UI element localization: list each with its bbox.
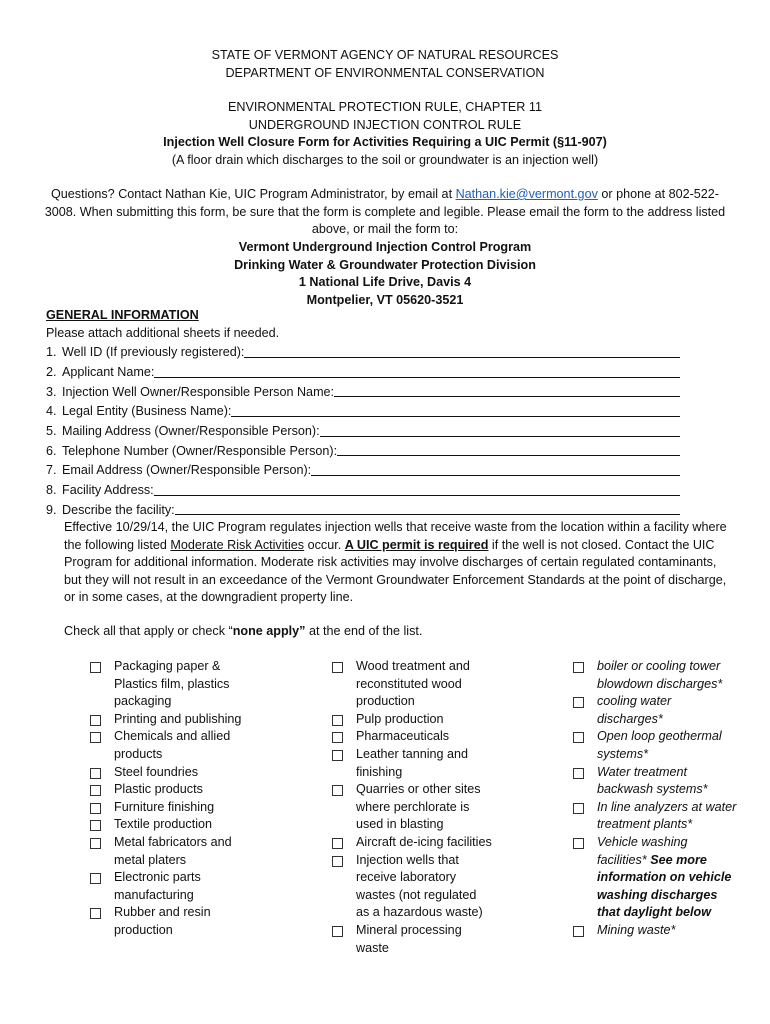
form-field bbox=[46, 362, 736, 382]
activity-label: Steel foundries bbox=[114, 764, 199, 779]
checkbox[interactable] bbox=[90, 662, 101, 673]
activity-checkbox-item[interactable] bbox=[90, 764, 260, 782]
activity-label: Plastic products bbox=[114, 782, 203, 797]
field-number: 5. bbox=[46, 424, 57, 439]
form-field bbox=[46, 401, 736, 421]
activity-checkbox-item[interactable] bbox=[332, 834, 492, 852]
activity-label: Mineral processing waste bbox=[356, 922, 462, 955]
check-text-pre: Check all that apply or check “ bbox=[64, 624, 233, 638]
field-input-line[interactable] bbox=[334, 396, 680, 397]
activity-checkbox-item[interactable] bbox=[332, 711, 492, 729]
activity-label: Pulp production bbox=[356, 711, 444, 726]
activity-checkbox-item[interactable] bbox=[332, 746, 492, 781]
field-input-line[interactable] bbox=[154, 377, 680, 378]
activity-label: Electronic parts manufacturing bbox=[114, 870, 201, 902]
activity-label bbox=[597, 799, 738, 834]
contact-email-link[interactable]: Nathan.kie@vermont.gov bbox=[455, 187, 598, 201]
activity-checkbox-item[interactable] bbox=[573, 728, 738, 763]
rule-chapter: ENVIRONMENTAL PROTECTION RULE, CHAPTER 11 bbox=[228, 100, 542, 114]
activity-checkbox-item[interactable] bbox=[90, 816, 260, 834]
field-label: Applicant Name: bbox=[62, 364, 155, 379]
checkbox[interactable] bbox=[90, 785, 101, 796]
mailing-address bbox=[0, 239, 770, 309]
activity-checkbox-item[interactable] bbox=[332, 658, 492, 711]
field-number: 4. bbox=[46, 404, 57, 419]
activities-column-3 bbox=[573, 658, 738, 940]
section-title: GENERAL INFORMATION bbox=[46, 308, 199, 322]
activity-text: In line analyzers at water treatment plants* bbox=[597, 799, 737, 832]
activity-text: boiler or cooling tower blowdown discharges* bbox=[597, 659, 723, 691]
field-label: Describe the facility: bbox=[62, 502, 175, 517]
activity-text: Water treatment backwash systems* bbox=[597, 764, 708, 797]
activity-label: Rubber and resin production bbox=[114, 905, 211, 937]
activities-column-2 bbox=[332, 658, 492, 957]
form-field bbox=[46, 342, 736, 362]
activity-checkbox-item[interactable] bbox=[332, 922, 492, 957]
check-text-post: at the end of the list. bbox=[305, 624, 423, 638]
checkbox[interactable] bbox=[573, 662, 584, 673]
checkbox[interactable] bbox=[90, 873, 101, 884]
field-number: 2. bbox=[46, 364, 57, 379]
rule-name: UNDERGROUND INJECTION CONTROL RULE bbox=[248, 117, 522, 132]
activity-label bbox=[597, 658, 738, 693]
field-label: Injection Well Owner/Responsible Person Name: bbox=[62, 384, 335, 399]
field-label: Well ID (If previously registered): bbox=[62, 345, 245, 360]
para-text-1: Effective 10/29/14, the UIC Program regulates injection wells that receive waste from the location within a facility where the following listed bbox=[64, 520, 727, 552]
activity-checkbox-item[interactable] bbox=[573, 922, 738, 940]
activity-label: Wood treatment and reconstituted wood production bbox=[356, 659, 470, 709]
field-label: Legal Entity (Business Name): bbox=[62, 404, 232, 419]
field-number: 1. bbox=[46, 345, 57, 360]
address-line-4: Montpelier, VT 05620-3521 bbox=[306, 292, 464, 307]
address-line-2: Drinking Water & Groundwater Protection Division bbox=[234, 257, 536, 272]
activity-checkbox-item[interactable] bbox=[90, 799, 260, 817]
field-label: Telephone Number (Owner/Responsible Person): bbox=[62, 443, 338, 458]
form-subtitle: (A floor drain which discharges to the soil or groundwater is an injection well) bbox=[171, 152, 599, 167]
activity-checkbox-item[interactable] bbox=[573, 799, 738, 834]
checkbox[interactable] bbox=[573, 838, 584, 849]
activity-label: Quarries or other sites where perchlorate is used in blasting bbox=[356, 782, 481, 832]
none-apply-text: none apply” bbox=[232, 624, 306, 638]
contact-text-post: or phone at 802-522-3008. When submitting this form, be sure that the form is complete and legible. Please email the form to the address listed above, or mail the form to: bbox=[44, 187, 726, 237]
activity-label: Packaging paper & Plastics film, plastics packaging bbox=[114, 659, 230, 709]
field-input-line[interactable] bbox=[154, 495, 680, 496]
rule-header bbox=[0, 99, 770, 169]
activity-label bbox=[597, 834, 738, 922]
activity-label: Textile production bbox=[114, 817, 213, 832]
form-field bbox=[46, 480, 736, 500]
activity-checkbox-item[interactable] bbox=[573, 764, 738, 799]
checkbox[interactable] bbox=[332, 715, 343, 726]
activity-label: Aircraft de-icing facilities bbox=[356, 834, 492, 849]
activity-checkbox-item[interactable] bbox=[573, 834, 738, 922]
checkbox[interactable] bbox=[573, 697, 584, 708]
checkbox[interactable] bbox=[90, 908, 101, 919]
checkbox[interactable] bbox=[90, 715, 101, 726]
check-instruction bbox=[64, 624, 422, 638]
checkbox[interactable] bbox=[90, 803, 101, 814]
activity-text: Vehicle washing facilities* bbox=[597, 834, 688, 867]
activity-label bbox=[597, 728, 738, 763]
form-field bbox=[46, 441, 736, 461]
field-input-line[interactable] bbox=[320, 436, 680, 437]
field-number: 6. bbox=[46, 443, 57, 458]
activity-label: Metal fabricators and metal platers bbox=[114, 834, 232, 867]
field-input-line[interactable] bbox=[244, 357, 680, 358]
checkbox[interactable] bbox=[90, 768, 101, 779]
activity-checkbox-item[interactable] bbox=[332, 852, 492, 922]
activity-checkbox-item[interactable] bbox=[90, 869, 260, 904]
para-text-3: if the well is not closed. Contact the UIC Program for additional information. Moderate risk activities may involve discharges of certain regulated contaminants, but they will not result in an exceedance of the Vermont Groundwater Enforcement Standards at the point of discharge, or in some cases, at the downgradient property line. bbox=[64, 537, 727, 605]
activity-checkbox-item[interactable] bbox=[90, 711, 260, 729]
department-line: DEPARTMENT OF ENVIRONMENTAL CONSERVATION bbox=[225, 65, 545, 80]
field-input-line[interactable] bbox=[337, 455, 680, 456]
activity-text: Open loop geothermal systems* bbox=[597, 729, 722, 761]
checkbox[interactable] bbox=[90, 820, 101, 831]
general-information-section bbox=[46, 307, 736, 519]
address-line-1: Vermont Underground Injection Control Program bbox=[238, 240, 532, 254]
agency-header bbox=[0, 47, 770, 82]
activity-text: Mining waste* bbox=[597, 922, 676, 937]
activity-label: Injection wells that receive laboratory wastes (not regulated as a hazardous waste) bbox=[356, 852, 483, 920]
form-field bbox=[46, 460, 736, 480]
activity-checkbox-item[interactable] bbox=[90, 904, 260, 939]
activity-checkbox-item[interactable] bbox=[90, 728, 260, 763]
checkbox[interactable] bbox=[332, 732, 343, 743]
activity-checkbox-item[interactable] bbox=[573, 658, 738, 693]
permit-required-text: A UIC permit is required bbox=[344, 537, 489, 552]
field-number: 3. bbox=[46, 384, 57, 399]
activity-checkbox-item[interactable] bbox=[90, 834, 260, 869]
moderate-risk-paragraph bbox=[64, 519, 728, 607]
activities-column-1 bbox=[90, 658, 260, 940]
field-label: Facility Address: bbox=[62, 483, 154, 498]
moderate-risk-activities-term: Moderate Risk Activities bbox=[170, 537, 305, 552]
activity-text: cooling water discharges* bbox=[597, 694, 672, 726]
activity-checkbox-item[interactable] bbox=[573, 693, 738, 728]
activity-label bbox=[597, 922, 675, 940]
activity-label: Pharmaceuticals bbox=[356, 729, 450, 744]
checkbox[interactable] bbox=[573, 926, 584, 937]
field-label: Email Address (Owner/Responsible Person): bbox=[62, 463, 312, 478]
form-field bbox=[46, 382, 736, 402]
checkbox[interactable] bbox=[332, 838, 343, 849]
activity-note: See more information on vehicle washing discharges that daylight below bbox=[597, 852, 732, 920]
form-field bbox=[46, 421, 736, 441]
checkbox[interactable] bbox=[573, 732, 584, 743]
contact-paragraph bbox=[40, 186, 730, 239]
activity-checkbox-item[interactable] bbox=[332, 728, 492, 746]
checkbox[interactable] bbox=[90, 732, 101, 743]
activity-checkbox-item[interactable] bbox=[90, 781, 260, 799]
field-list bbox=[46, 342, 736, 519]
checkbox[interactable] bbox=[90, 838, 101, 849]
checkbox[interactable] bbox=[332, 662, 343, 673]
field-input-line[interactable] bbox=[175, 514, 680, 515]
field-input-line[interactable] bbox=[231, 416, 680, 417]
activity-label: Printing and publishing bbox=[114, 711, 242, 726]
activity-checkbox-item[interactable] bbox=[90, 658, 260, 711]
activity-label: Leather tanning and finishing bbox=[356, 746, 469, 779]
field-number: 7. bbox=[46, 463, 57, 478]
checkbox[interactable] bbox=[332, 750, 343, 761]
para-text-2: occur. bbox=[304, 537, 345, 552]
checkbox[interactable] bbox=[332, 856, 343, 867]
contact-text-pre: Questions? Contact Nathan Kie, UIC Program Administrator, by email at bbox=[50, 187, 456, 201]
activity-label bbox=[597, 764, 738, 799]
agency-line: STATE OF VERMONT AGENCY OF NATURAL RESOURCES bbox=[211, 48, 559, 62]
field-number: 8. bbox=[46, 483, 57, 498]
address-line-3: 1 National Life Drive, Davis 4 bbox=[298, 275, 472, 290]
form-title: Injection Well Closure Form for Activities Requiring a UIC Permit (§11-907) bbox=[163, 135, 607, 150]
field-number: 9. bbox=[46, 502, 57, 517]
activity-label: Chemicals and allied products bbox=[114, 729, 231, 761]
section-note: Please attach additional sheets if needed. bbox=[46, 325, 280, 340]
form-field bbox=[46, 500, 736, 520]
activity-label bbox=[597, 693, 738, 728]
checkbox[interactable] bbox=[332, 926, 343, 937]
field-label: Mailing Address (Owner/Responsible Person): bbox=[62, 424, 320, 439]
activity-label: Furniture finishing bbox=[114, 799, 215, 814]
checkbox[interactable] bbox=[573, 803, 584, 814]
checkbox[interactable] bbox=[332, 785, 343, 796]
field-input-line[interactable] bbox=[311, 475, 680, 476]
activity-checkbox-item[interactable] bbox=[332, 781, 492, 834]
checkbox[interactable] bbox=[573, 768, 584, 779]
